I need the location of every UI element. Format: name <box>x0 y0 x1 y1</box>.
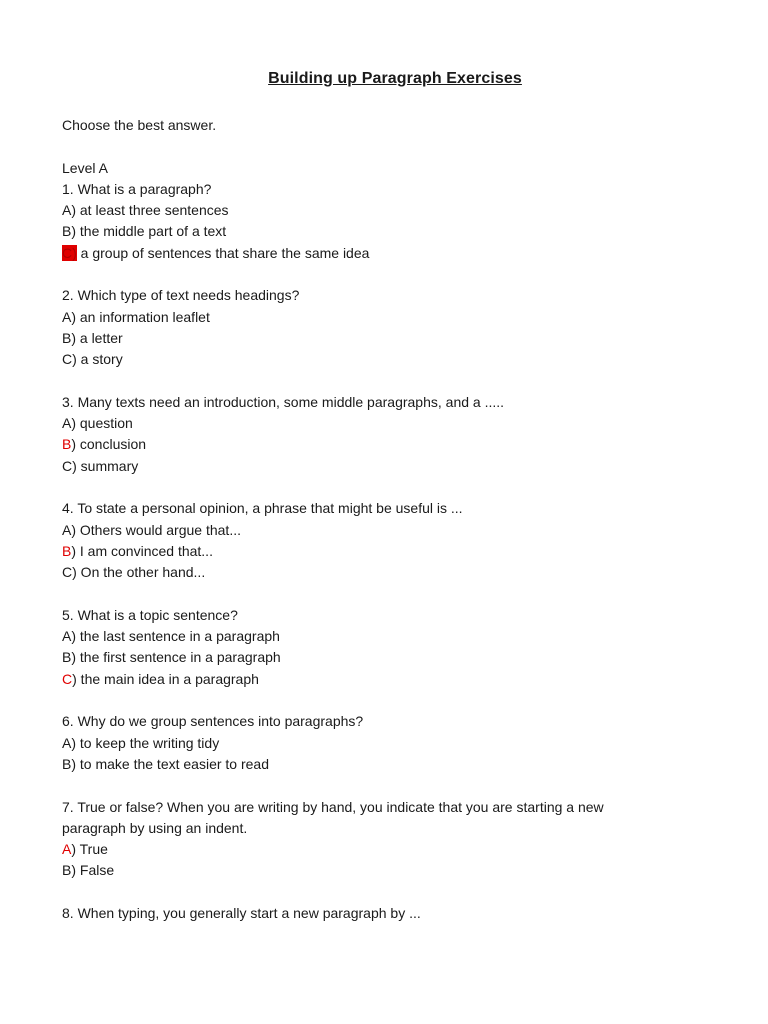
option-marker: B <box>62 329 72 346</box>
option-marker: B <box>62 436 72 453</box>
option-text: ) to make the text easier to read <box>71 755 269 772</box>
spacer <box>62 882 722 903</box>
answer-option <box>62 541 722 562</box>
question-list <box>62 179 722 924</box>
question-text: 5. What is a topic sentence? <box>62 606 238 623</box>
question-text: 7. True or false? When you are writing by hand, you indicate that you are starting a new <box>62 798 604 815</box>
answer-option <box>62 200 722 221</box>
spacer <box>62 264 722 285</box>
option-text: ) the main idea in a paragraph <box>72 670 259 687</box>
option-marker: B <box>62 223 72 240</box>
option-text: ) Others would argue that... <box>71 521 241 538</box>
option-text: ) a letter <box>71 329 123 346</box>
option-text: ) On the other hand... <box>72 564 206 581</box>
option-marker: C) <box>62 244 77 261</box>
option-marker: A <box>62 521 72 538</box>
option-text: ) I am convinced that... <box>71 542 213 559</box>
option-text: ) question <box>71 415 133 432</box>
answer-option <box>62 307 722 328</box>
spacer <box>62 136 722 157</box>
question-text: 2. Which type of text needs headings? <box>62 287 300 304</box>
option-text: ) at least three sentences <box>71 202 229 219</box>
option-text: ) True <box>71 841 108 858</box>
answer-option <box>62 839 722 860</box>
option-text: a group of sentences that share the same idea <box>76 244 370 261</box>
option-text: ) conclusion <box>71 436 147 453</box>
answer-option <box>62 243 722 264</box>
question-text: 4. To state a personal opinion, a phrase that might be useful is ... <box>62 500 463 517</box>
spacer <box>62 584 722 605</box>
option-text: ) to keep the writing tidy <box>71 734 220 751</box>
option-text: ) the first sentence in a paragraph <box>71 649 281 666</box>
answer-option <box>62 221 722 242</box>
question-block <box>62 179 722 264</box>
option-marker: A <box>62 628 72 645</box>
answer-option <box>62 733 722 754</box>
answer-option <box>62 456 722 477</box>
level-heading: Level A <box>62 159 108 176</box>
document-title: Building up Paragraph Exercises <box>268 70 522 87</box>
question-block <box>62 903 722 924</box>
answer-option <box>62 349 722 370</box>
option-marker: A <box>62 308 72 325</box>
option-marker: A <box>62 734 72 751</box>
answer-option <box>62 754 722 775</box>
option-marker: C <box>62 457 73 474</box>
option-text: ) the middle part of a text <box>71 223 227 240</box>
spacer <box>62 371 722 392</box>
answer-option <box>62 328 722 349</box>
option-text: ) summary <box>72 457 139 474</box>
answer-option <box>62 669 722 690</box>
question-block <box>62 605 722 690</box>
option-text: ) the last sentence in a paragraph <box>71 628 280 645</box>
answer-option <box>62 860 722 881</box>
option-marker: B <box>62 542 72 559</box>
question-text: 1. What is a paragraph? <box>62 180 212 197</box>
option-marker: B <box>62 755 72 772</box>
question-block <box>62 285 722 370</box>
spacer <box>62 477 722 498</box>
instruction-text: Choose the best answer. <box>62 117 217 133</box>
question-block <box>62 392 722 477</box>
option-marker: A <box>62 841 72 858</box>
option-marker: C <box>62 351 73 368</box>
answer-option <box>62 647 722 668</box>
option-marker: B <box>62 649 72 666</box>
question-block <box>62 498 722 583</box>
question-text: 3. Many texts need an introduction, some middle paragraphs, and a ..... <box>62 393 505 410</box>
answer-option <box>62 413 722 434</box>
question-text: 6. Why do we group sentences into paragraphs? <box>62 713 364 730</box>
option-text: ) a story <box>72 351 123 368</box>
answer-option <box>62 626 722 647</box>
option-text: ) False <box>71 862 115 879</box>
question-block <box>62 711 722 775</box>
option-marker: C <box>62 564 73 581</box>
answer-option <box>62 434 722 455</box>
option-text: ) an information leaflet <box>71 308 210 325</box>
question-block <box>62 797 722 882</box>
question-text: paragraph by using an indent. <box>62 819 248 836</box>
question-text: 8. When typing, you generally start a new paragraph by ... <box>62 904 421 921</box>
spacer <box>62 775 722 796</box>
spacer <box>62 690 722 711</box>
answer-option <box>62 520 722 541</box>
option-marker: A <box>62 415 72 432</box>
document-body <box>62 115 722 924</box>
answer-option <box>62 562 722 583</box>
option-marker: A <box>62 202 72 219</box>
option-marker: C <box>62 670 73 687</box>
option-marker: B <box>62 862 72 879</box>
